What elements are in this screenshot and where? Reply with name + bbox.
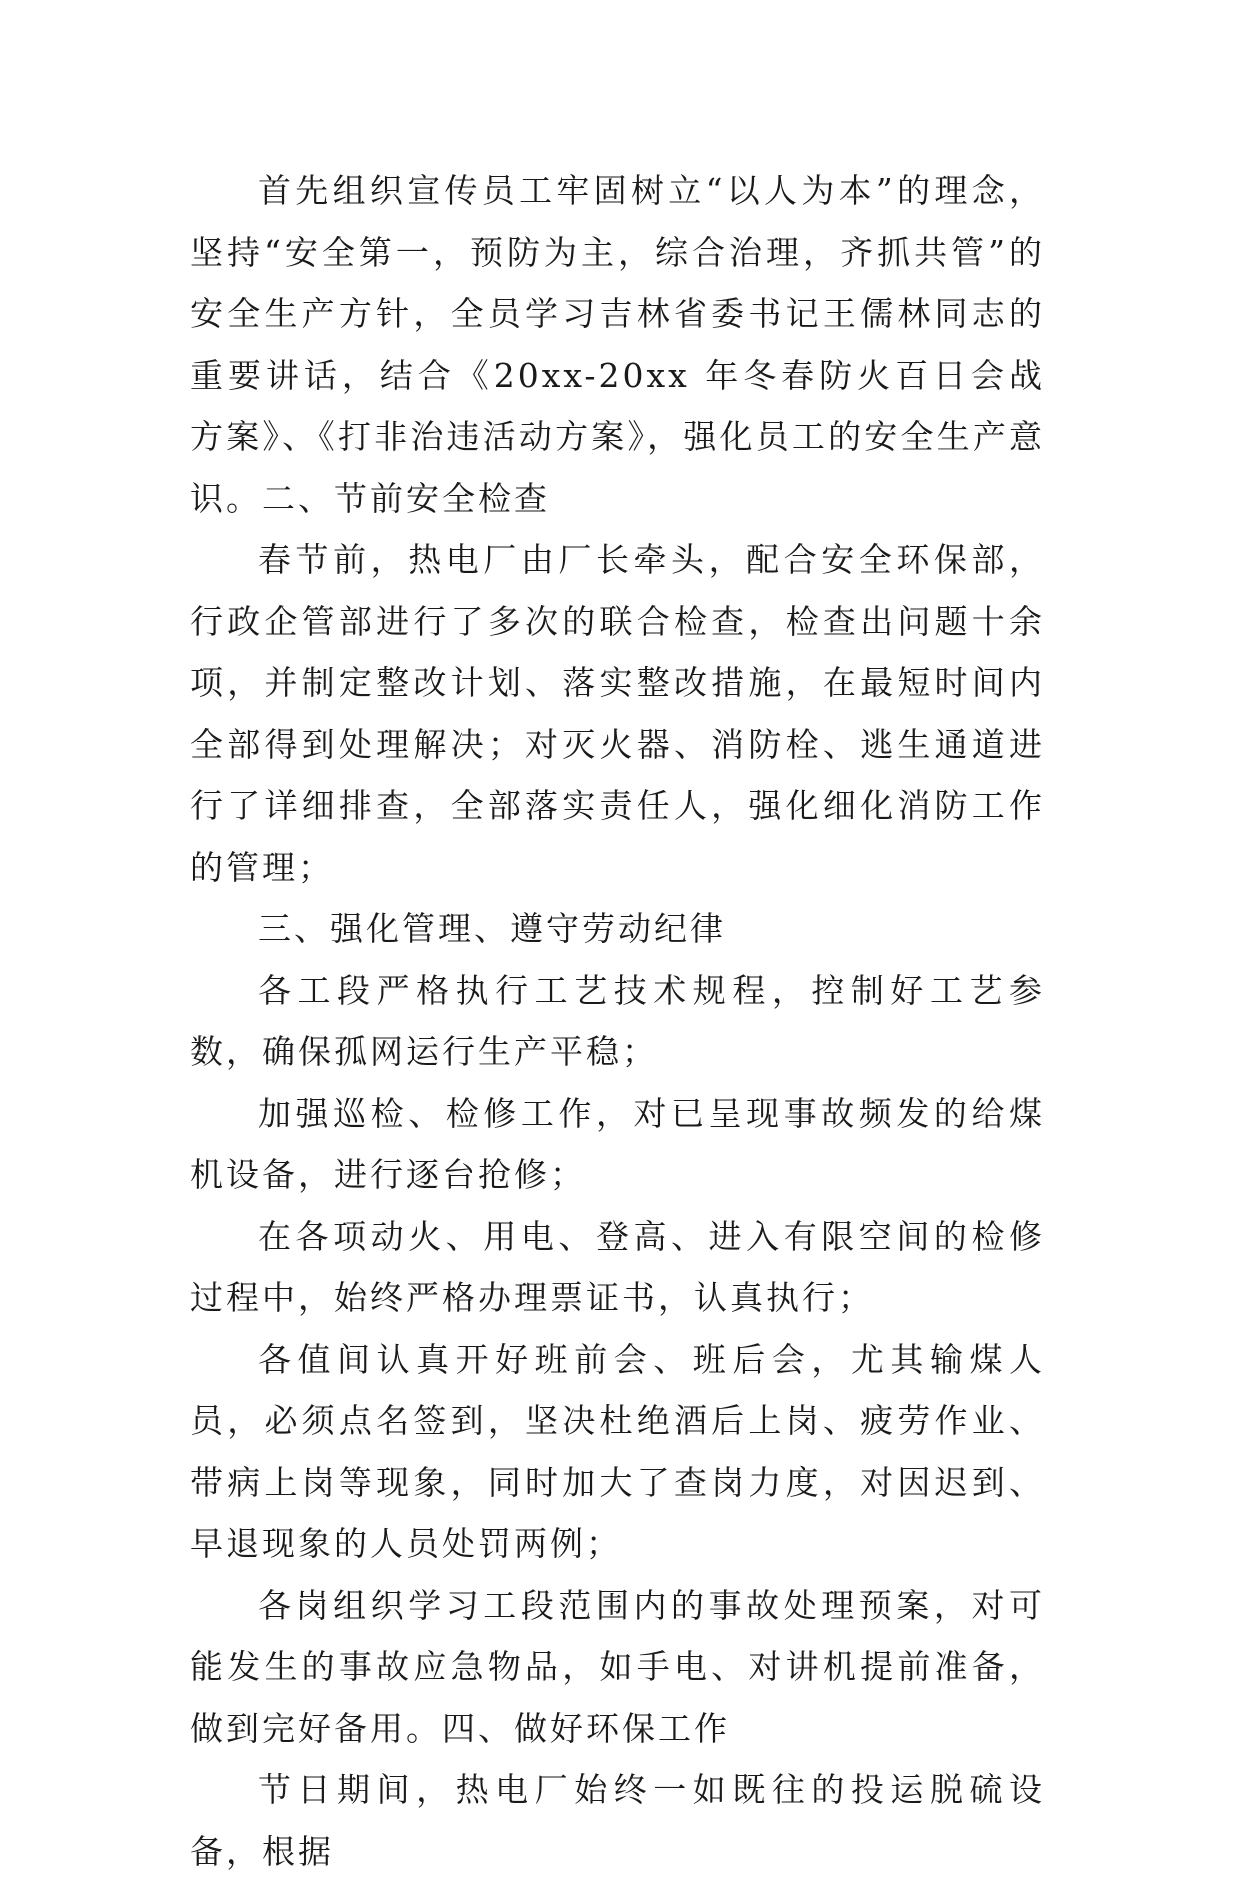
paragraph-safety-concept: 首先组织宣传员工牢固树立“以人为本”的理念，坚持“安全第一，预防为主，综合治理，齐抓共管”的安全生产方针，全员学习吉林省委书记王儒林同志的重要讲话，结合《20xx-20xx 年冬春防火百日会战方案》、《打非治违活动方案》，强化员工的安全生产意识。二、节前安全检查: [190, 171, 1045, 518]
section-heading-discipline: 三、强化管理、遵守劳动纪律: [258, 909, 726, 948]
paragraph-process-regulations: 各工段严格执行工艺技术规程，控制好工艺参数，确保孤网运行生产平稳；: [190, 970, 1045, 1071]
paragraph-work-permits: 在各项动火、用电、登高、进入有限空间的检修过程中，始终严格办理票证书，认真执行；: [190, 1216, 1045, 1317]
paragraph-inspection-repair: 加强巡检、检修工作，对已呈现事故频发的给煤机设备，进行逐台抢修；: [190, 1093, 1045, 1194]
paragraph-pre-holiday-inspection: 春节前，热电厂由厂长牵头，配合安全环保部，行政企管部进行了多次的联合检查，检查出问题十余项，并制定整改计划、落实整改措施，在最短时间内全部得到处理解决；对灭火器、消防栓、逃生通道进行了详细排查，全部落实责任人，强化细化消防工作的管理；: [190, 540, 1045, 887]
document-body: [190, 160, 1045, 1882]
paragraph-desulfurization: 节日期间，热电厂始终一如既往的投运脱硫设备，根据: [190, 1770, 1045, 1871]
paragraph-emergency-plan: 各岗组织学习工段范围内的事故处理预案，对可能发生的事故应急物品，如手电、对讲机提前准备，做到完好备用。四、做好环保工作: [190, 1585, 1045, 1748]
paragraph-shift-meetings: 各值间认真开好班前会、班后会，尤其输煤人员，必须点名签到，坚决杜绝酒后上岗、疲劳作业、带病上岗等现象，同时加大了查岗力度，对因迟到、早退现象的人员处罚两例；: [190, 1339, 1045, 1563]
